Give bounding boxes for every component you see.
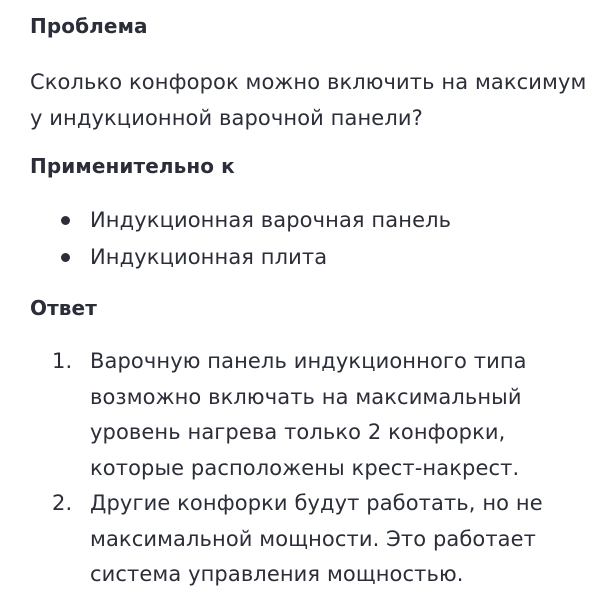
bullet-icon	[61, 216, 70, 225]
list-item	[30, 202, 593, 239]
answer-steps	[30, 344, 593, 593]
list-item	[30, 239, 593, 276]
step-text: Варочную панель индукционного типа возможно включать на максимальный уровень нагрева только 2 конфорки, которые расположены крест-накрест.	[90, 349, 527, 480]
applies-to-heading: Применительно к	[30, 154, 235, 178]
step-item	[30, 344, 593, 486]
step-item	[30, 486, 593, 593]
applies-to-list	[30, 202, 593, 276]
list-item-text: Индукционная варочная панель	[90, 208, 452, 232]
problem-text: Сколько конфорок можно включить на максимум у индукционной варочной панели?	[30, 70, 587, 130]
step-text: Другие конфорки будут работать, но не максимальной мощности. Это работает система управления мощностью.	[90, 491, 543, 586]
list-item-text: Индукционная плита	[90, 245, 328, 269]
step-number: 2.	[52, 491, 73, 515]
problem-heading: Проблема	[30, 14, 148, 38]
answer-heading: Ответ	[30, 296, 97, 320]
step-number: 1.	[52, 349, 73, 373]
bullet-icon	[61, 253, 70, 262]
